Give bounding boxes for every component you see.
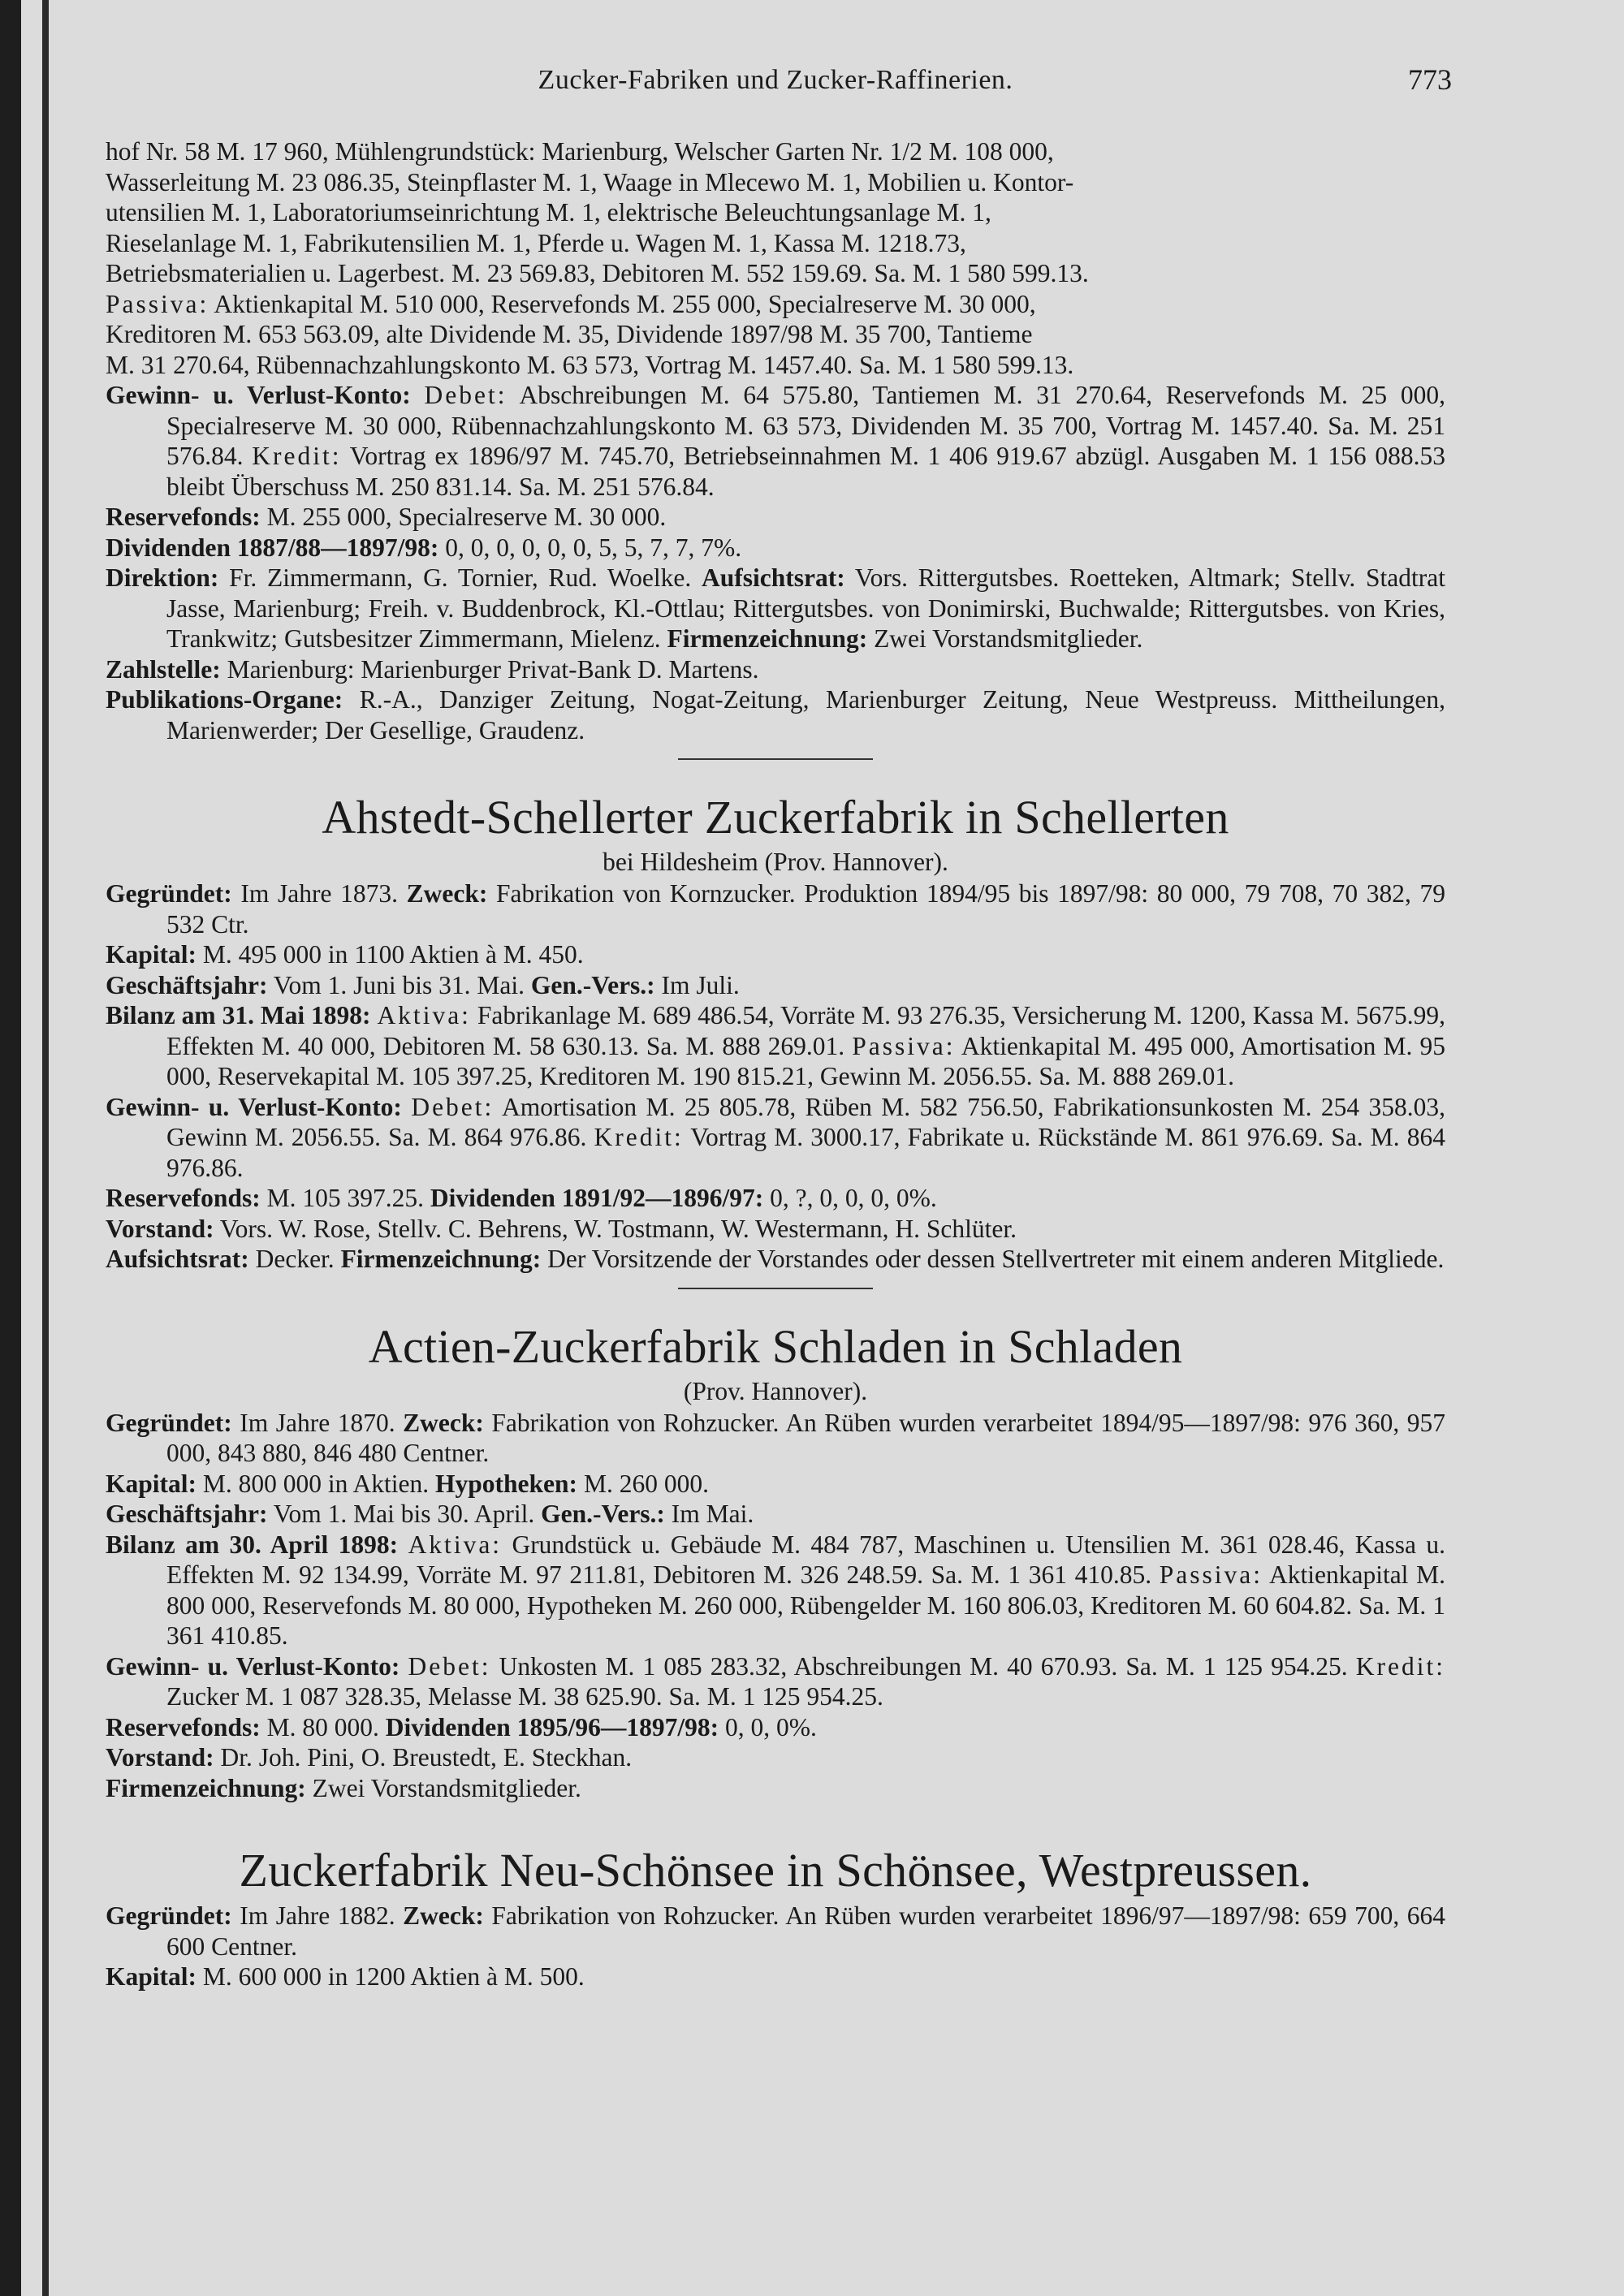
fiscal-year-entry: Geschäftsjahr: Vom 1. Juni bis 31. Mai. Gen.-Vers.: Im Juli.: [106, 970, 740, 999]
company-title: Ahstedt-Schellerter Zuckerfabrik in Schellerten: [322, 791, 1229, 844]
fiscal-year-entry: Geschäftsjahr: Vom 1. Mai bis 30. April. Gen.-Vers.: Im Mai.: [106, 1500, 754, 1528]
entry-label: Publikations-Organe:: [106, 685, 343, 714]
paying-agent-entry: Zahlstelle: Marienburg: Marienburger Privat-Bank D. Martens.: [106, 654, 759, 684]
text-line: utensilien M. 1, Laboratoriumseinrichtung M. 1, elektrische Beleuchtungsanlage M. 1,: [106, 198, 991, 227]
running-header: [106, 63, 1452, 114]
entry-label: Firmenzeichnung:: [667, 624, 868, 653]
balance-entry: Bilanz am 30. April 1898: Aktiva: Grundstück u. Gebäude M. 484 787, Maschinen u. Utensilien M. 361 028.46, Kassa u. Effekten M. 92 134.99, Vorräte M. 97 211.81, Debitoren M. 326 248.59. Sa. M. 1 361 410.85. Passiva: Aktienkapital M. 800 000, Reservefonds M. 80 000, Hypotheken M. 260 000, Rübengelder M. 160 806.03, Kreditoren M. 60 604.82. Sa. M. 1 361 410.85.: [106, 1530, 1446, 1650]
entry-label: Zahlstelle:: [106, 654, 221, 684]
profit-loss-entry: Gewinn- u. Verlust-Konto: Debet: Unkosten M. 1 085 283.32, Abschreibungen M. 40 670.93. Sa. M. 1 125 954.25. Kredit: Zucker M. 1 087 328.35, Melasse M. 38 625.90. Sa. M. 1 125 954.25.: [106, 1651, 1445, 1711]
reserve-dividends-entry: Reservefonds: M. 105 397.25. Dividenden 1891/92—1896/97: 0, ?, 0, 0, 0, 0%.: [106, 1184, 937, 1212]
company-subtitle: bei Hildesheim (Prov. Hannover).: [603, 848, 948, 876]
profit-loss-entry: Gewinn- u. Verlust-Konto: Debet: Abschreibungen M. 64 575.80, Tantiemen M. 31 270.64, Reservefonds M. 25 000, Specialreserve M. 30 000, Rübennachzahlungskonto M. 63 573, Dividenden M. 35 700, Vortrag M. 1457.40. Sa. M. 251 576.84. Kredit: Vortrag ex 1896/97 M. 745.70, Betriebseinnahmen M. 1 406 919.67 abzügl. Ausgaben M. 1 156 088.53 bleibt Überschuss M. 250 831.14. Sa. M. 251 576.84.: [106, 381, 1446, 501]
entry-label: Direktion:: [106, 563, 219, 592]
capital-entry: Kapital: M. 600 000 in 1200 Aktien à M. 500.: [106, 1962, 585, 1991]
section-divider: [678, 1288, 873, 1289]
entry-label: Aufsichtsrat:: [702, 563, 845, 592]
capital-entry: Kapital: M. 800 000 in Aktien. Hypotheken: M. 260 000.: [106, 1469, 709, 1498]
page-binding-line: [42, 0, 49, 2296]
founded-entry: Gegründet: Im Jahre 1882. Zweck: Fabrikation von Rohzucker. An Rüben wurden verarbeitet 1896/97—1897/98: 659 700, 664 600 Centner.: [106, 1901, 1446, 1961]
profit-loss-entry: Gewinn- u. Verlust-Konto: Debet: Amortisation M. 25 805.78, Rüben M. 582 756.50, Fabrikationsunkosten M. 254 358.03, Gewinn M. 2056.55. Sa. M. 864 976.86. Kredit: Vortrag M. 3000.17, Fabrikate u. Rückstände M. 861 976.69. Sa. M. 864 976.86.: [106, 1092, 1446, 1182]
previous-company-balance: [106, 136, 1445, 380]
entry-label: Gewinn- u. Verlust-Konto:: [106, 381, 411, 409]
book-page: [106, 63, 1452, 1992]
reserve-dividends-entry: Reservefonds: M. 80 000. Dividenden 1895/96—1897/98: 0, 0, 0%.: [106, 1712, 817, 1741]
signature-entry: Firmenzeichnung: Zwei Vorstandsmitglieder.: [106, 1773, 581, 1802]
passiva-label: Passiva:: [106, 289, 209, 318]
supervisory-entry: Aufsichtsrat: Decker. Firmenzeichnung: Der Vorsitzende der Vorstandes oder dessen Stellvertreter mit einem anderen Mitgliede.: [106, 1245, 1445, 1273]
entry-label: Reservefonds:: [106, 503, 261, 531]
company-subtitle: (Prov. Hannover).: [683, 1376, 868, 1405]
direction-entry: Direktion: Fr. Zimmermann, G. Tornier, Rud. Woelke. Aufsichtsrat: Vors. Rittergutsbes. Roetteken, Altmark; Stellv. Stadtrat Jasse, Marienburg; Freih. v. Buddenbrock, Kl.-Ottlau; Rittergutsbes. von Donimirski, Buchwalde; Rittergutsbes. von Kries, Trankwitz; Gutsbesitzer Zimmermann, Mielenz. Firmenzeichnung: Zwei Vorstandsmitglieder.: [106, 563, 1446, 653]
company-title: Zuckerfabrik Neu-Schönsee in Schönsee, Westpreussen.: [239, 1844, 1312, 1897]
page-number: 773: [1408, 63, 1452, 96]
text-line: M. 31 270.64, Rübennachzahlungskonto M. 63 573, Vortrag M. 1457.40. Sa. M. 1 580 599.13.: [106, 350, 1074, 379]
section-divider: [678, 758, 873, 760]
text-line: Wasserleitung M. 23 086.35, Steinpflaster M. 1, Waage in Mlecewo M. 1, Mobilien u. Kontor-: [106, 167, 1074, 196]
publication-entry: Publikations-Organe: R.-A., Danziger Zeitung, Nogat-Zeitung, Marienburger Zeitung, Neue Westpreuss. Mittheilungen, Marienwerder; Der Gesellige, Graudenz.: [106, 685, 1445, 744]
company-title: Actien-Zuckerfabrik Schladen in Schladen: [368, 1319, 1183, 1373]
entry-label: Dividenden 1887/88—1897/98:: [106, 533, 439, 562]
running-title: Zucker-Fabriken und Zucker-Raffinerien.: [538, 65, 1013, 95]
founded-entry: Gegründet: Im Jahre 1870. Zweck: Fabrikation von Rohzucker. An Rüben wurden verarbeitet 1894/95—1897/98: 976 360, 957 000, 843 880, 846 480 Centner.: [106, 1408, 1446, 1467]
page-edge-shadow: [0, 0, 21, 2296]
board-entry: Vorstand: Dr. Joh. Pini, O. Breustedt, E. Steckhan.: [106, 1743, 633, 1772]
reserve-fund-entry: Reservefonds: M. 255 000, Specialreserve M. 30 000.: [106, 503, 667, 531]
dividends-entry: Dividenden 1887/88—1897/98: 0, 0, 0, 0, 0, 0, 5, 5, 7, 7, 7%.: [106, 533, 742, 562]
balance-entry: Bilanz am 31. Mai 1898: Aktiva: Fabrikanlage M. 689 486.54, Vorräte M. 93 276.35, Versicherung M. 1200, Kassa M. 5675.99, Effekten M. 40 000, Debitoren M. 58 630.13. Sa. M. 888 269.01. Passiva: Aktienkapital M. 495 000, Amortisation M. 95 000, Reservekapital M. 105 397.25, Kreditoren M. 190 815.21, Gewinn M. 2056.55. Sa. M. 888 269.01.: [106, 1001, 1445, 1090]
founded-entry: Gegründet: Im Jahre 1873. Zweck: Fabrikation von Kornzucker. Produktion 1894/95 bis 1897/98: 80 000, 79 708, 70 382, 79 532 Ctr.: [106, 879, 1446, 939]
text-line: Rieselanlage M. 1, Fabrikutensilien M. 1, Pferde u. Wagen M. 1, Kassa M. 1218.73,: [106, 228, 966, 257]
capital-entry: Kapital: M. 495 000 in 1100 Aktien à M. 450.: [106, 940, 584, 969]
passiva-line: Passiva: Aktienkapital M. 510 000, Reservefonds M. 255 000, Specialreserve M. 30 000,: [106, 289, 1036, 318]
board-entry: Vorstand: Vors. W. Rose, Stellv. C. Behrens, W. Tostmann, W. Westermann, H. Schlüter.: [106, 1214, 1017, 1243]
text-line: Kreditoren M. 653 563.09, alte Dividende M. 35, Dividende 1897/98 M. 35 700, Tantieme: [106, 320, 1033, 348]
text-line: hof Nr. 58 M. 17 960, Mühlengrundstück: Marienburg, Welscher Garten Nr. 1/2 M. 108 000,: [106, 137, 1054, 166]
text-line: Betriebsmaterialien u. Lagerbest. M. 23 569.83, Debitoren M. 552 159.69. Sa. M. 1 580 599.13.: [106, 259, 1089, 287]
